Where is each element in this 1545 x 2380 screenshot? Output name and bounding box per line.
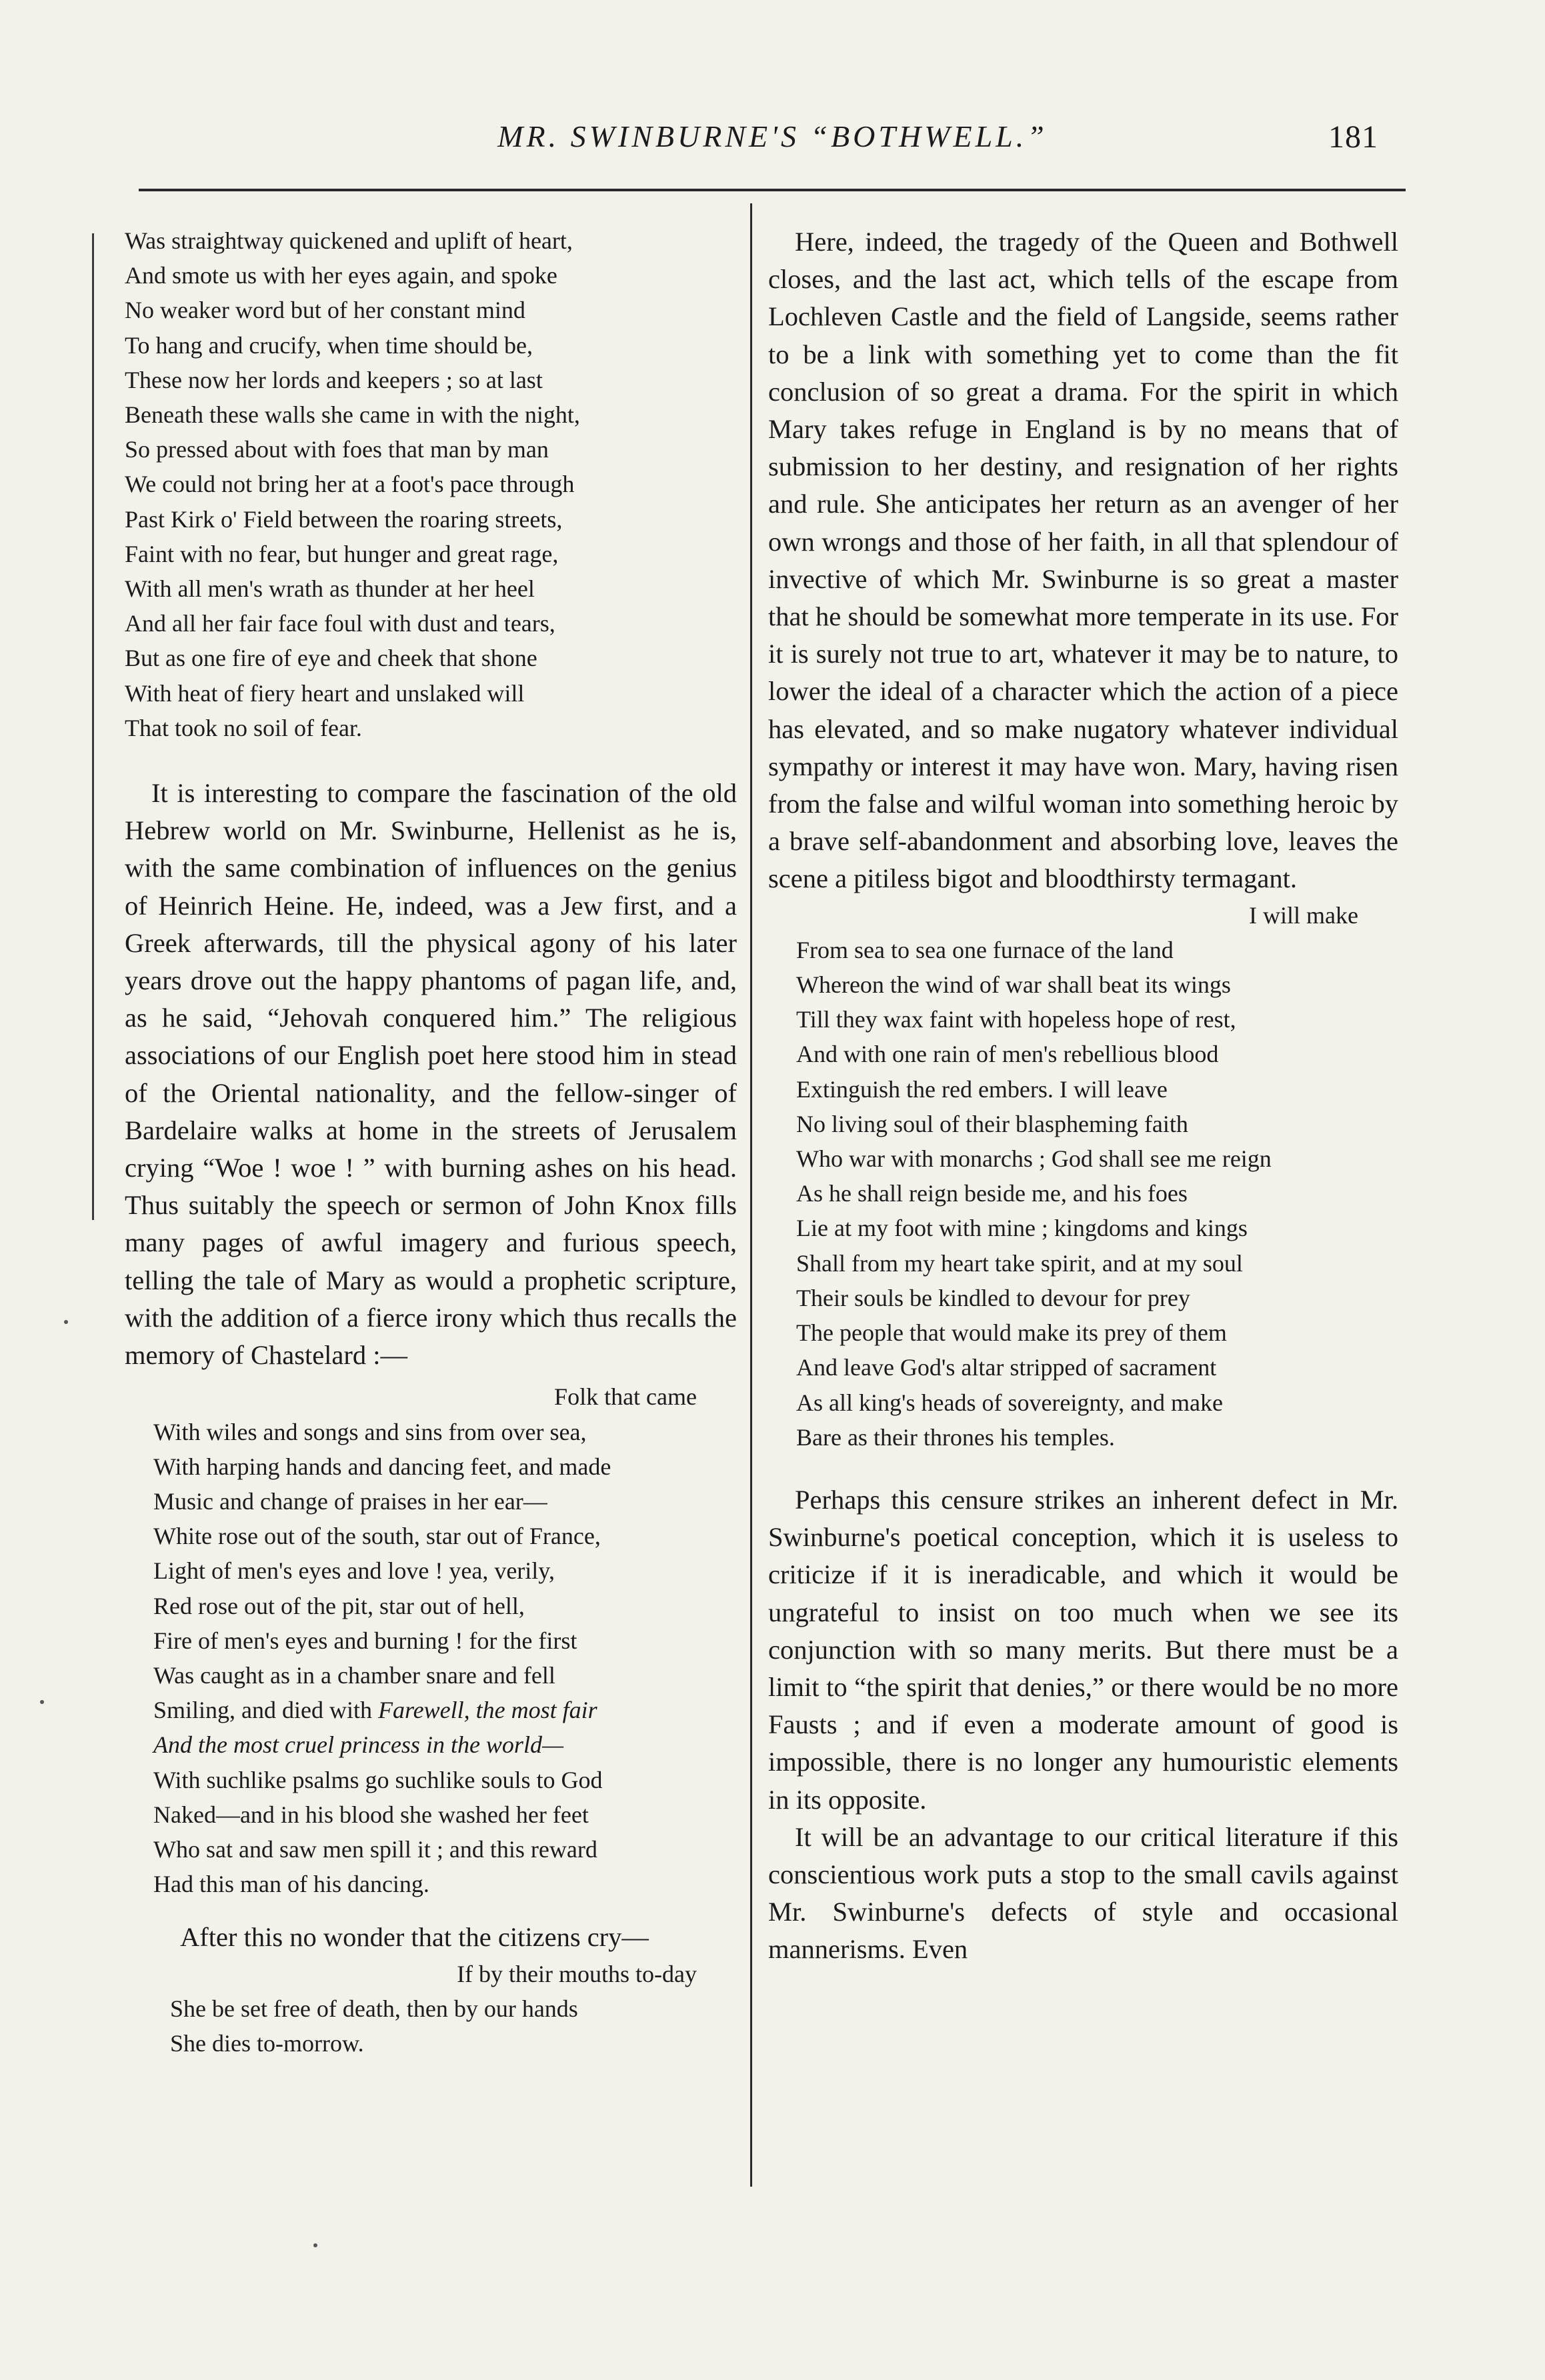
verse-line: With heat of fiery heart and unslaked will [125, 679, 525, 707]
verse-line: Beneath these walls she came in with the night, [125, 401, 580, 429]
right-column [768, 223, 1398, 1969]
paragraph-citizens-cry: After this no wonder that the citizens cry— [180, 1922, 649, 1953]
verse-line: Had this man of his dancing. [153, 1871, 429, 1898]
verse-line: Naked—and in his blood she washed her feet [153, 1801, 589, 1828]
verse-line: With all men's wrath as thunder at her heel [125, 575, 535, 603]
verse-line: These now her lords and keepers ; so at last [125, 366, 543, 393]
verse-line: But as one fire of eye and cheek that shone [125, 645, 537, 672]
verse-line: And the most cruel princess in the world— [153, 1731, 563, 1759]
verse-line: Music and change of praises in her ear— [153, 1487, 547, 1515]
verse-line: If by their mouths to-day [457, 1960, 697, 1987]
verse-line: With harping hands and dancing feet, and made [153, 1453, 611, 1480]
verse-line: No weaker word but of her constant mind [125, 297, 525, 324]
ink-speck [313, 2243, 317, 2247]
column-divider [750, 203, 752, 2187]
verse-line: That took no soil of fear. [125, 714, 362, 741]
verse-line: Folk that came [554, 1383, 697, 1411]
verse-line: Shall from my heart take spirit, and at my soul [796, 1249, 1243, 1277]
verse-line: With suchlike psalms go suchlike souls to God [153, 1766, 603, 1793]
verse-line: As he shall reign beside me, and his foes [796, 1180, 1188, 1207]
verse-block-1 [90, 223, 737, 745]
verse-line: Past Kirk o' Field between the roaring streets, [125, 505, 563, 533]
verse-line: Smiling, and died with Farewell, the most fair [153, 1697, 597, 1724]
paragraph-hebrew-world: It is interesting to compare the fascination of the old Hebrew world on Mr. Swinburne, Hellenist as he is, with the same combination of influences on the genius of Heinrich Heine. He, indeed, was a Jew first, and a Greek afterwards, till the physical agony of his later years drove out the happy phantoms of pagan life, and, as he said, “Jehovah conquered him.” The religious associations of our English poet here stood him in stead of the Oriental nationality, and the fellow-singer of Bardelaire walks at home in the streets of Jerusalem crying “Woe ! woe ! ” with burning ashes on his head. Thus suitably the speech or sermon of John Knox fills many pages of awful imagery and furious speech, telling the tale of Mary as would a prophetic scripture, with the addition of a fierce irony which thus recalls the memory of Chastelard :— [125, 778, 737, 1371]
left-column [90, 223, 737, 2061]
paragraph-censure: Perhaps this censure strikes an inherent defect in Mr. Swinburne's poetical conception, which it is useless to criticize if it is ineradicable, and which it would be ungrateful to insist on too much when we see its conjunction with so many merits. But there must be a limit to “the spirit that denies,” or there would be no more Fausts ; and if even a moderate amount of good is impossible, there is no longer any humouristic elements in its opposite. [768, 1484, 1398, 1815]
verse-line: To hang and crucify, when time should be, [125, 331, 533, 359]
paragraph-critical-literature: It will be an advantage to our critical literature if this conscientious work puts a stop to the small cavils against Mr. Swinburne's defects of style and occasional mannerisms. Even [768, 1821, 1398, 1965]
ink-speck [64, 1320, 68, 1324]
verse-block-3 [90, 1957, 737, 2061]
ink-speck [40, 1700, 44, 1704]
verse-line: Till they wax faint with hopeless hope of rest, [796, 1006, 1236, 1033]
verse-line: Bare as their thrones his temples. [796, 1423, 1115, 1451]
verse-line: We could not bring her at a foot's pace through [125, 471, 575, 498]
verse-line: Was caught as in a chamber snare and fell [153, 1661, 555, 1689]
verse-line: As all king's heads of sovereignty, and make [796, 1389, 1224, 1416]
verse-line: And leave God's altar stripped of sacrament [796, 1354, 1217, 1381]
header-rule [139, 189, 1406, 191]
verse-line: And with one rain of men's rebellious blood [796, 1041, 1219, 1068]
page-number: 181 [1328, 119, 1378, 155]
verse-line: Red rose out of the pit, star out of hell, [153, 1592, 525, 1619]
verse-line: Fire of men's eyes and burning ! for the first [153, 1627, 577, 1654]
verse-line: From sea to sea one furnace of the land [796, 936, 1174, 963]
verse-line: Who sat and saw men spill it ; and this reward [153, 1835, 597, 1863]
verse-line: Faint with no fear, but hunger and great rage, [125, 540, 559, 567]
verse-line: White rose out of the south, star out of France, [153, 1523, 601, 1550]
running-title: MR. SWINBURNE'S “BOTHWELL.” [497, 119, 1048, 153]
verse-line: She dies to-morrow. [170, 2029, 364, 2057]
verse-line: Was straightway quickened and uplift of heart, [125, 227, 573, 254]
verse-line: Light of men's eyes and love ! yea, verily, [153, 1557, 555, 1585]
verse-line: The people that would make its prey of them [796, 1319, 1227, 1347]
running-head [0, 119, 1545, 165]
verse-line: I will make [1249, 901, 1358, 929]
verse-line: No living soul of their blaspheming faith [796, 1110, 1188, 1137]
paragraph-tragedy-closes: Here, indeed, the tragedy of the Queen and Bothwell closes, and the last act, which tells of the escape from Lochleven Castle and the field of Langside, seems rather to be a link with something yet to come than the fit conclusion of so great a drama. For the spirit in which Mary takes refuge in England is by no means that of submission to her destiny, and resignation of her rights and rule. She anticipates her return as an avenger of her own wrongs and those of her faith, in all that splendour of invective of which Mr. Swinburne is so great a master that he should be somewhat more temperate in its use. For it is surely not true to art, whatever it may be to nature, to lower the ideal of a character which the action of a piece has elevated, and so make nugatory whatever individual sympathy or interest it may have won. Mary, having risen from the false and wilful woman into something heroic by a brave self-abandonment and absorbing love, leaves the scene a pitiless bigot and bloodthirsty termagant. [768, 227, 1398, 894]
verse-line: Who war with monarchs ; God shall see me reign [796, 1145, 1272, 1173]
verse-block-2 [90, 1379, 737, 1901]
verse-line: Lie at my foot with mine ; kingdoms and kings [796, 1215, 1248, 1242]
verse-line: Their souls be kindled to devour for prey [796, 1284, 1190, 1311]
verse-line: Whereon the wind of war shall beat its wings [796, 971, 1231, 999]
verse-block-4 [768, 898, 1398, 1455]
verse-line: With wiles and songs and sins from over sea, [153, 1418, 587, 1445]
verse-line: So pressed about with foes that man by man [125, 436, 549, 463]
verse-line: And all her fair face foul with dust and tears, [125, 610, 555, 637]
verse-line: And smote us with her eyes again, and spoke [125, 262, 557, 289]
verse-line: Extinguish the red embers. I will leave [796, 1075, 1168, 1103]
verse-line: She be set free of death, then by our hands [170, 1995, 578, 2022]
